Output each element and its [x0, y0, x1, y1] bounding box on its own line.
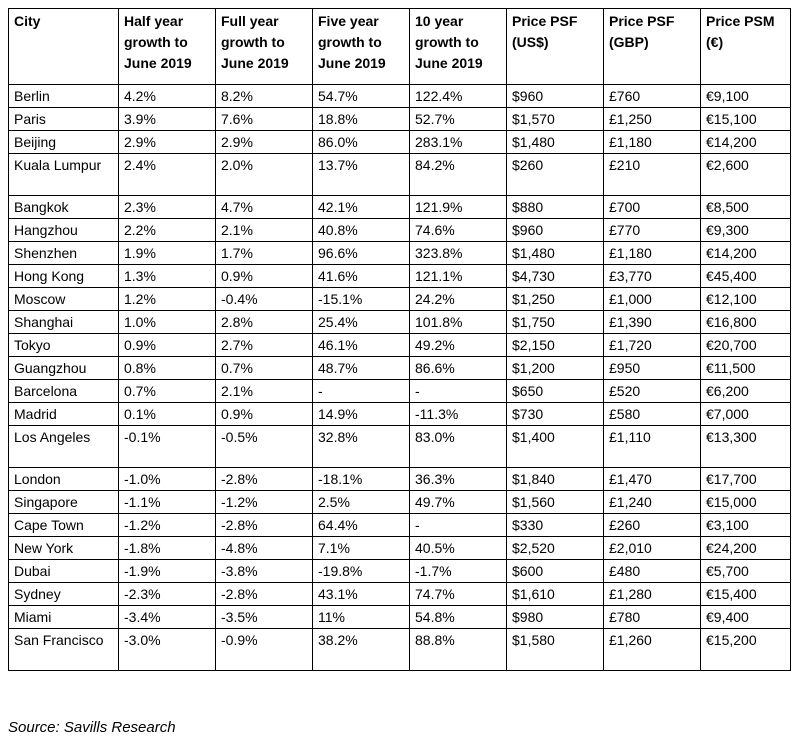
cell-price-psm-eur: €15,400 [701, 583, 791, 606]
header-row [9, 9, 791, 85]
cell-five-year-growth: 13.7% [313, 154, 410, 196]
header-price-psf-usd: Price PSF (US$) [507, 9, 604, 85]
cell-five-year-growth: -19.8% [313, 560, 410, 583]
cell-half-year-growth: 2.4% [119, 154, 216, 196]
cell-price-psm-eur: €2,600 [701, 154, 791, 196]
cell-city: Shanghai [9, 311, 119, 334]
table-row [9, 357, 791, 380]
header-full-year-growth: Full year growth to June 2019 [216, 9, 313, 85]
cell-price-psf-gbp: £1,000 [604, 288, 701, 311]
cell-city: San Francisco [9, 629, 119, 671]
cell-ten-year-growth: 86.6% [410, 357, 507, 380]
cell-half-year-growth: 0.8% [119, 357, 216, 380]
cell-price-psf-gbp: £580 [604, 403, 701, 426]
cell-full-year-growth: 2.9% [216, 131, 313, 154]
cell-five-year-growth: -18.1% [313, 468, 410, 491]
cell-half-year-growth: -3.0% [119, 629, 216, 671]
table-row [9, 154, 791, 196]
table-row [9, 334, 791, 357]
cell-ten-year-growth: 121.1% [410, 265, 507, 288]
city-price-table [8, 8, 791, 671]
cell-ten-year-growth: 122.4% [410, 85, 507, 108]
cell-five-year-growth: 42.1% [313, 196, 410, 219]
cell-city: Bangkok [9, 196, 119, 219]
cell-price-psf-usd: $650 [507, 380, 604, 403]
cell-ten-year-growth: 52.7% [410, 108, 507, 131]
cell-half-year-growth: 0.7% [119, 380, 216, 403]
cell-half-year-growth: -1.8% [119, 537, 216, 560]
cell-price-psf-usd: $1,750 [507, 311, 604, 334]
cell-five-year-growth: 43.1% [313, 583, 410, 606]
cell-price-psf-usd: $2,520 [507, 537, 604, 560]
cell-price-psf-usd: $1,480 [507, 242, 604, 265]
cell-city: Tokyo [9, 334, 119, 357]
cell-ten-year-growth: -11.3% [410, 403, 507, 426]
cell-full-year-growth: -0.5% [216, 426, 313, 468]
cell-city: Paris [9, 108, 119, 131]
cell-half-year-growth: -1.1% [119, 491, 216, 514]
cell-five-year-growth: 18.8% [313, 108, 410, 131]
cell-half-year-growth: -1.0% [119, 468, 216, 491]
table-row [9, 583, 791, 606]
cell-price-psm-eur: €12,100 [701, 288, 791, 311]
cell-price-psm-eur: €6,200 [701, 380, 791, 403]
cell-full-year-growth: -2.8% [216, 514, 313, 537]
table-row [9, 265, 791, 288]
cell-city: Cape Town [9, 514, 119, 537]
cell-price-psm-eur: €11,500 [701, 357, 791, 380]
cell-ten-year-growth: 54.8% [410, 606, 507, 629]
cell-five-year-growth: 2.5% [313, 491, 410, 514]
cell-five-year-growth: 7.1% [313, 537, 410, 560]
cell-full-year-growth: 2.1% [216, 219, 313, 242]
cell-five-year-growth: 38.2% [313, 629, 410, 671]
cell-city: Hong Kong [9, 265, 119, 288]
table-row [9, 131, 791, 154]
cell-city: London [9, 468, 119, 491]
table-row [9, 606, 791, 629]
cell-full-year-growth: -3.8% [216, 560, 313, 583]
cell-price-psf-usd: $1,610 [507, 583, 604, 606]
cell-price-psf-gbp: £520 [604, 380, 701, 403]
cell-full-year-growth: 4.7% [216, 196, 313, 219]
cell-price-psf-gbp: £1,390 [604, 311, 701, 334]
cell-price-psf-gbp: £950 [604, 357, 701, 380]
cell-full-year-growth: 0.9% [216, 265, 313, 288]
cell-half-year-growth: 1.3% [119, 265, 216, 288]
cell-price-psm-eur: €17,700 [701, 468, 791, 491]
cell-city: Beijing [9, 131, 119, 154]
cell-price-psf-usd: $4,730 [507, 265, 604, 288]
cell-price-psf-gbp: £210 [604, 154, 701, 196]
cell-half-year-growth: -1.9% [119, 560, 216, 583]
cell-city: Singapore [9, 491, 119, 514]
cell-price-psm-eur: €14,200 [701, 131, 791, 154]
cell-city: Shenzhen [9, 242, 119, 265]
table-row [9, 288, 791, 311]
cell-city: Kuala Lumpur [9, 154, 119, 196]
cell-price-psm-eur: €15,100 [701, 108, 791, 131]
cell-ten-year-growth: 323.8% [410, 242, 507, 265]
cell-full-year-growth: 0.7% [216, 357, 313, 380]
cell-half-year-growth: 0.1% [119, 403, 216, 426]
header-price-psf-gbp: Price PSF (GBP) [604, 9, 701, 85]
header-city: City [9, 9, 119, 85]
cell-ten-year-growth: - [410, 514, 507, 537]
cell-price-psf-gbp: £2,010 [604, 537, 701, 560]
cell-price-psf-usd: $1,840 [507, 468, 604, 491]
cell-half-year-growth: -2.3% [119, 583, 216, 606]
cell-price-psf-usd: $2,150 [507, 334, 604, 357]
cell-price-psf-usd: $260 [507, 154, 604, 196]
cell-full-year-growth: -3.5% [216, 606, 313, 629]
cell-half-year-growth: 2.9% [119, 131, 216, 154]
cell-price-psf-gbp: £1,180 [604, 131, 701, 154]
cell-price-psf-gbp: £760 [604, 85, 701, 108]
cell-five-year-growth: 25.4% [313, 311, 410, 334]
table-row [9, 491, 791, 514]
cell-full-year-growth: 8.2% [216, 85, 313, 108]
cell-price-psf-usd: $980 [507, 606, 604, 629]
cell-price-psf-usd: $960 [507, 219, 604, 242]
table-row [9, 196, 791, 219]
table-row [9, 537, 791, 560]
cell-price-psm-eur: €8,500 [701, 196, 791, 219]
cell-price-psm-eur: €9,300 [701, 219, 791, 242]
cell-price-psf-gbp: £1,280 [604, 583, 701, 606]
cell-half-year-growth: -1.2% [119, 514, 216, 537]
table-row [9, 629, 791, 671]
cell-half-year-growth: 2.3% [119, 196, 216, 219]
cell-price-psf-usd: $730 [507, 403, 604, 426]
cell-ten-year-growth: 49.7% [410, 491, 507, 514]
header-five-year-growth: Five year growth to June 2019 [313, 9, 410, 85]
table-row [9, 242, 791, 265]
cell-ten-year-growth: 40.5% [410, 537, 507, 560]
header-half-year-growth: Half year growth to June 2019 [119, 9, 216, 85]
cell-city: Sydney [9, 583, 119, 606]
cell-full-year-growth: 7.6% [216, 108, 313, 131]
cell-full-year-growth: -1.2% [216, 491, 313, 514]
cell-five-year-growth: 40.8% [313, 219, 410, 242]
cell-full-year-growth: -2.8% [216, 468, 313, 491]
cell-price-psf-gbp: £1,260 [604, 629, 701, 671]
cell-price-psf-gbp: £1,180 [604, 242, 701, 265]
cell-ten-year-growth: 24.2% [410, 288, 507, 311]
cell-price-psf-gbp: £260 [604, 514, 701, 537]
cell-full-year-growth: 2.0% [216, 154, 313, 196]
cell-price-psm-eur: €9,100 [701, 85, 791, 108]
cell-price-psf-usd: $600 [507, 560, 604, 583]
cell-price-psm-eur: €16,800 [701, 311, 791, 334]
cell-price-psm-eur: €3,100 [701, 514, 791, 537]
cell-half-year-growth: 1.2% [119, 288, 216, 311]
cell-half-year-growth: -0.1% [119, 426, 216, 468]
cell-half-year-growth: 4.2% [119, 85, 216, 108]
header-ten-year-growth: 10 year growth to June 2019 [410, 9, 507, 85]
cell-ten-year-growth: 121.9% [410, 196, 507, 219]
table-row [9, 219, 791, 242]
cell-five-year-growth: 96.6% [313, 242, 410, 265]
cell-full-year-growth: -4.8% [216, 537, 313, 560]
cell-half-year-growth: 3.9% [119, 108, 216, 131]
cell-full-year-growth: 2.1% [216, 380, 313, 403]
cell-price-psf-usd: $1,560 [507, 491, 604, 514]
cell-ten-year-growth: 74.7% [410, 583, 507, 606]
cell-price-psm-eur: €14,200 [701, 242, 791, 265]
cell-five-year-growth: 86.0% [313, 131, 410, 154]
cell-half-year-growth: -3.4% [119, 606, 216, 629]
cell-full-year-growth: 0.9% [216, 403, 313, 426]
cell-price-psf-usd: $1,580 [507, 629, 604, 671]
cell-half-year-growth: 1.0% [119, 311, 216, 334]
cell-city: Moscow [9, 288, 119, 311]
source-note: Source: Savills Research [8, 719, 176, 736]
cell-city: Los Angeles [9, 426, 119, 468]
cell-full-year-growth: 2.7% [216, 334, 313, 357]
cell-price-psf-gbp: £1,110 [604, 426, 701, 468]
cell-five-year-growth: 41.6% [313, 265, 410, 288]
cell-price-psf-gbp: £1,240 [604, 491, 701, 514]
cell-price-psf-gbp: £1,720 [604, 334, 701, 357]
cell-price-psf-usd: $1,570 [507, 108, 604, 131]
cell-city: Guangzhou [9, 357, 119, 380]
cell-price-psf-gbp: £1,470 [604, 468, 701, 491]
cell-ten-year-growth: 283.1% [410, 131, 507, 154]
cell-city: Hangzhou [9, 219, 119, 242]
cell-ten-year-growth: 83.0% [410, 426, 507, 468]
cell-price-psf-usd: $330 [507, 514, 604, 537]
cell-five-year-growth: -15.1% [313, 288, 410, 311]
table-row [9, 311, 791, 334]
table-row [9, 560, 791, 583]
cell-city: Dubai [9, 560, 119, 583]
cell-price-psm-eur: €24,200 [701, 537, 791, 560]
header-price-psm-eur: Price PSM (€) [701, 9, 791, 85]
cell-price-psf-usd: $1,200 [507, 357, 604, 380]
cell-price-psm-eur: €15,000 [701, 491, 791, 514]
cell-city: New York [9, 537, 119, 560]
table-body [9, 85, 791, 671]
cell-price-psf-gbp: £770 [604, 219, 701, 242]
cell-five-year-growth: 64.4% [313, 514, 410, 537]
cell-ten-year-growth: - [410, 380, 507, 403]
table-row [9, 514, 791, 537]
cell-full-year-growth: -2.8% [216, 583, 313, 606]
cell-five-year-growth: - [313, 380, 410, 403]
cell-five-year-growth: 54.7% [313, 85, 410, 108]
cell-ten-year-growth: 101.8% [410, 311, 507, 334]
cell-city: Madrid [9, 403, 119, 426]
cell-half-year-growth: 2.2% [119, 219, 216, 242]
cell-ten-year-growth: 49.2% [410, 334, 507, 357]
cell-price-psm-eur: €5,700 [701, 560, 791, 583]
cell-price-psf-gbp: £3,770 [604, 265, 701, 288]
cell-half-year-growth: 0.9% [119, 334, 216, 357]
cell-ten-year-growth: 74.6% [410, 219, 507, 242]
cell-price-psf-usd: $1,250 [507, 288, 604, 311]
cell-five-year-growth: 48.7% [313, 357, 410, 380]
cell-full-year-growth: -0.4% [216, 288, 313, 311]
cell-price-psf-gbp: £1,250 [604, 108, 701, 131]
cell-five-year-growth: 11% [313, 606, 410, 629]
cell-ten-year-growth: 36.3% [410, 468, 507, 491]
cell-price-psf-gbp: £700 [604, 196, 701, 219]
table-row [9, 380, 791, 403]
cell-price-psf-usd: $960 [507, 85, 604, 108]
cell-price-psf-usd: $880 [507, 196, 604, 219]
cell-full-year-growth: 2.8% [216, 311, 313, 334]
cell-price-psf-usd: $1,480 [507, 131, 604, 154]
cell-five-year-growth: 46.1% [313, 334, 410, 357]
cell-price-psf-gbp: £780 [604, 606, 701, 629]
cell-ten-year-growth: 88.8% [410, 629, 507, 671]
table-row [9, 426, 791, 468]
table-row [9, 403, 791, 426]
cell-five-year-growth: 14.9% [313, 403, 410, 426]
cell-half-year-growth: 1.9% [119, 242, 216, 265]
cell-ten-year-growth: 84.2% [410, 154, 507, 196]
cell-price-psm-eur: €7,000 [701, 403, 791, 426]
cell-price-psm-eur: €13,300 [701, 426, 791, 468]
cell-five-year-growth: 32.8% [313, 426, 410, 468]
cell-price-psf-gbp: £480 [604, 560, 701, 583]
cell-price-psm-eur: €45,400 [701, 265, 791, 288]
cell-price-psm-eur: €15,200 [701, 629, 791, 671]
table-row [9, 468, 791, 491]
cell-city: Miami [9, 606, 119, 629]
cell-full-year-growth: 1.7% [216, 242, 313, 265]
cell-price-psf-usd: $1,400 [507, 426, 604, 468]
cell-price-psm-eur: €20,700 [701, 334, 791, 357]
cell-full-year-growth: -0.9% [216, 629, 313, 671]
cell-ten-year-growth: -1.7% [410, 560, 507, 583]
table-row [9, 85, 791, 108]
cell-city: Barcelona [9, 380, 119, 403]
table-row [9, 108, 791, 131]
cell-price-psm-eur: €9,400 [701, 606, 791, 629]
cell-city: Berlin [9, 85, 119, 108]
